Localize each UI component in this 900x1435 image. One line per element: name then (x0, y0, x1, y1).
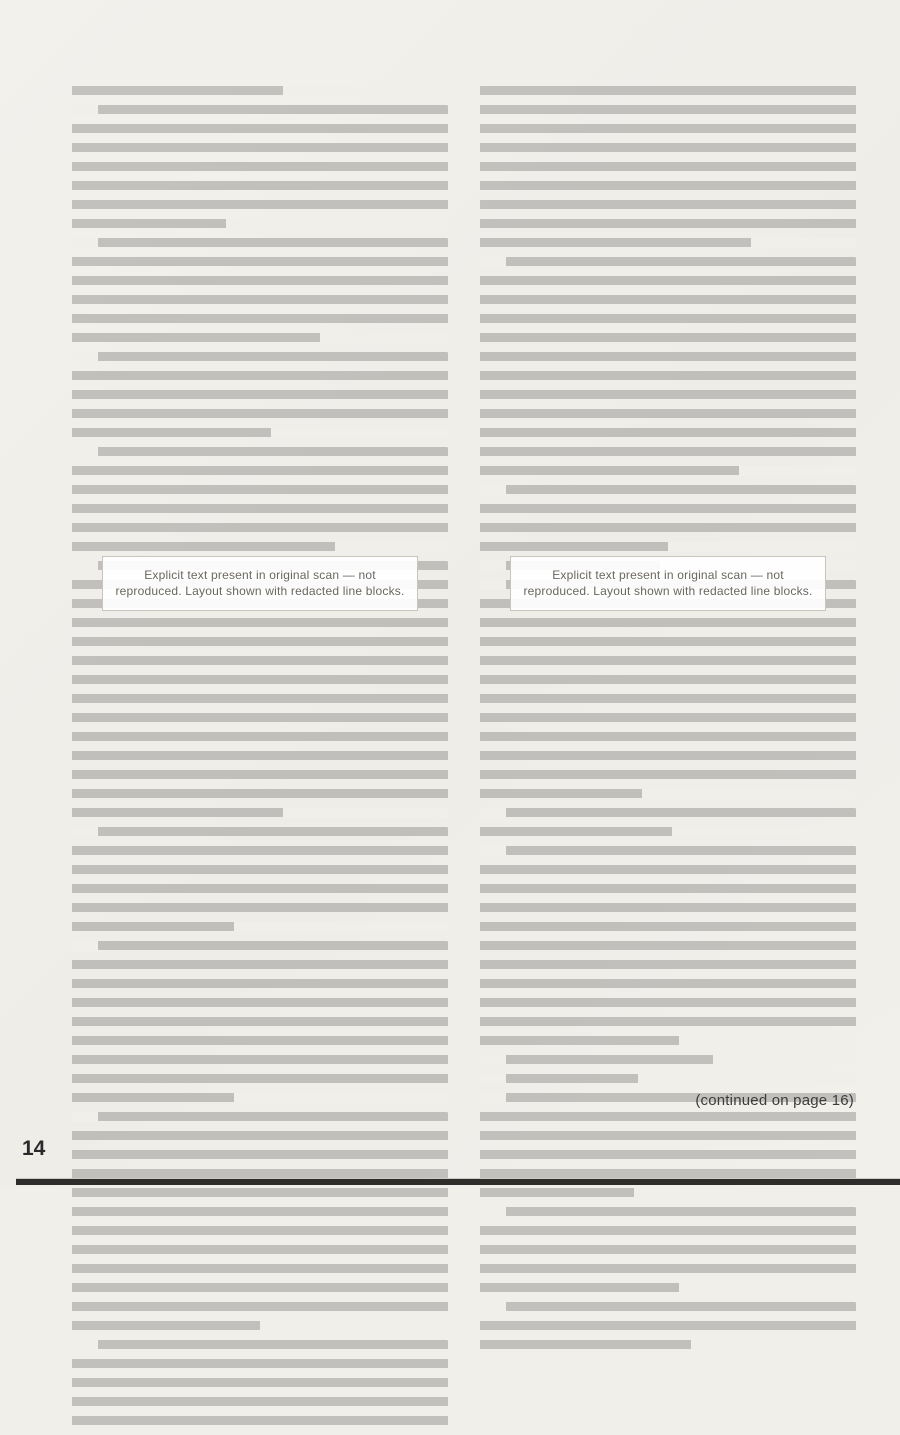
continuation-note: (continued on page 16) (695, 1092, 854, 1109)
page-number: 14 (22, 1137, 46, 1160)
redacted-paragraph (72, 447, 448, 561)
redacted-paragraph (72, 105, 448, 238)
redaction-notice: Explicit text present in original scan — not reproduced. Layout shown with redacted line blocks. (510, 556, 826, 612)
redacted-paragraph (72, 827, 448, 941)
redacted-paragraph (480, 1055, 856, 1074)
redacted-paragraph (72, 86, 448, 105)
redacted-paragraph (480, 808, 856, 846)
redacted-paragraph (480, 1302, 856, 1359)
redacted-paragraph (480, 485, 856, 561)
redacted-paragraph (480, 580, 856, 808)
redacted-paragraph (480, 1074, 856, 1093)
left-text-column (72, 86, 448, 1107)
redaction-notice: Explicit text present in original scan — not reproduced. Layout shown with redacted line blocks. (102, 556, 418, 612)
bottom-rule (16, 1179, 900, 1185)
text-columns (72, 86, 856, 1107)
redacted-paragraph (480, 846, 856, 1055)
redacted-paragraph (480, 86, 856, 257)
redacted-paragraph (72, 352, 448, 447)
right-text-column (480, 86, 856, 1107)
redacted-paragraph (72, 238, 448, 352)
redacted-paragraph (72, 1112, 448, 1340)
redacted-paragraph (72, 1340, 448, 1435)
redacted-paragraph (72, 941, 448, 1112)
redacted-paragraph (480, 257, 856, 485)
redacted-paragraph (480, 1207, 856, 1302)
redacted-paragraph (480, 1093, 856, 1207)
